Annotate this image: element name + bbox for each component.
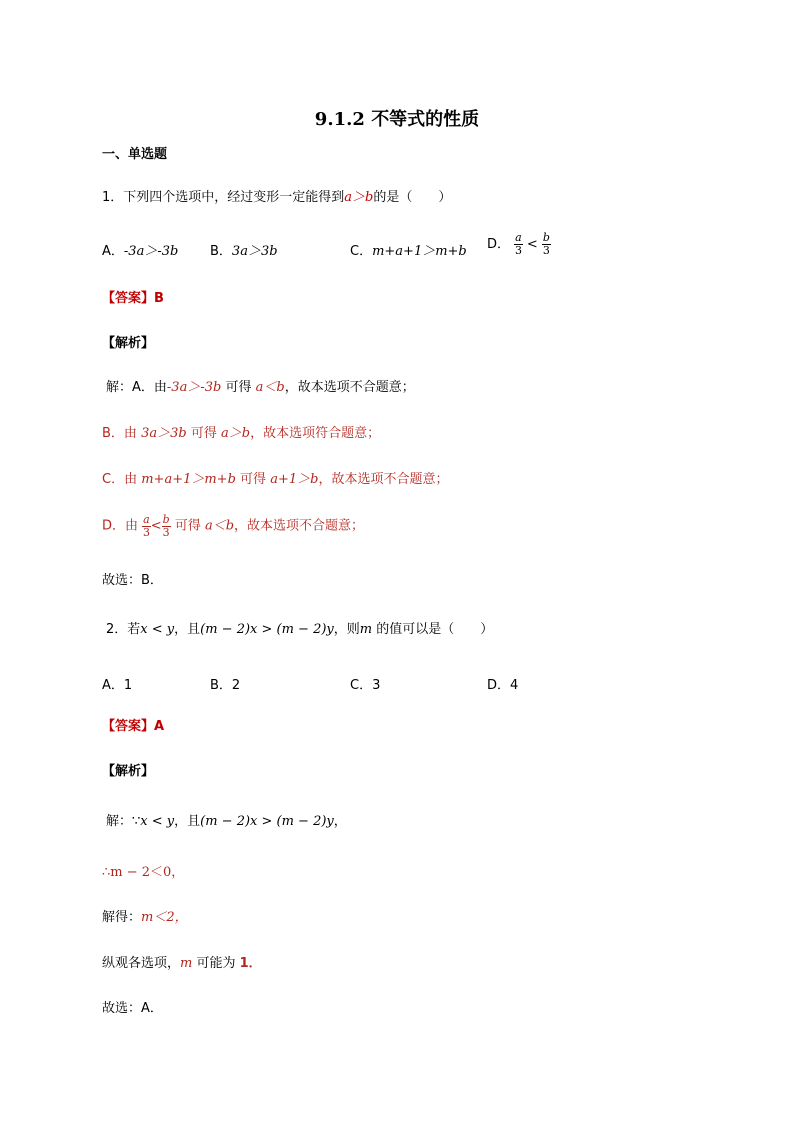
q1-option-b: B．3a＞3b bbox=[210, 244, 278, 259]
q2-option-b: B．2 bbox=[210, 678, 241, 693]
q2-choose: 故选：A． bbox=[102, 1001, 163, 1016]
q1-option-c: C．m+a+1＞m+b bbox=[350, 244, 467, 259]
q1-stem: 1．下列四个选项中，经过变形一定能得到a＞b的是（ ） bbox=[102, 190, 452, 205]
q1-option-d: D． $\frac{a}{3}$ < $\frac{b}{3}$ bbox=[487, 231, 550, 257]
q1-analysis-c: C．由 m+a+1＞m+b 可得 a+1＞b，故本选项不合题意； bbox=[102, 472, 449, 487]
q1-answer: 【答案】B bbox=[102, 291, 164, 306]
q2-analysis-3: 解得：m＜2， bbox=[102, 910, 188, 925]
title-number: 9.1.2 bbox=[314, 109, 365, 130]
title-text: 不等式的性质 bbox=[371, 109, 480, 130]
q2-analysis-1: 解：∵x < y，且(m − 2)x > (m − 2)y， bbox=[106, 814, 347, 829]
q2-answer: 【答案】A bbox=[102, 719, 165, 734]
q2-option-c: C．3 bbox=[350, 678, 381, 693]
q1-analysis-b: B．由 3a＞3b 可得 a＞b，故本选项符合题意； bbox=[102, 426, 381, 441]
page-title bbox=[0, 105, 794, 131]
q1-analysis-label: 【解析】 bbox=[102, 336, 155, 351]
q2-stem: 2．若x < y，且(m − 2)x > (m − 2)y，则m 的值可以是（ ） bbox=[106, 622, 494, 637]
q1-analysis-d: D．由 $\frac{a}{3}$ < $\frac{b}{3}$ 可得 a＜b，故本选项不合题意； bbox=[102, 513, 365, 539]
q2-option-a: A．1 bbox=[102, 678, 133, 693]
q1-choose: 故选：B． bbox=[102, 573, 163, 588]
q2-analysis-4: 纵观各选项，m 可能为 1． bbox=[102, 956, 262, 971]
q1-analysis-a: 解：A．由-3a＞-3b 可得 a＜b，故本选项不合题意； bbox=[106, 380, 415, 395]
q2-option-d: D．4 bbox=[487, 678, 519, 693]
q2-analysis-2: ∴m − 2＜0， bbox=[102, 865, 185, 880]
q2-analysis-label: 【解析】 bbox=[102, 764, 155, 779]
q1-option-a: A．-3a＞-3b bbox=[102, 244, 179, 259]
section-heading: 一、单选题 bbox=[102, 147, 168, 162]
